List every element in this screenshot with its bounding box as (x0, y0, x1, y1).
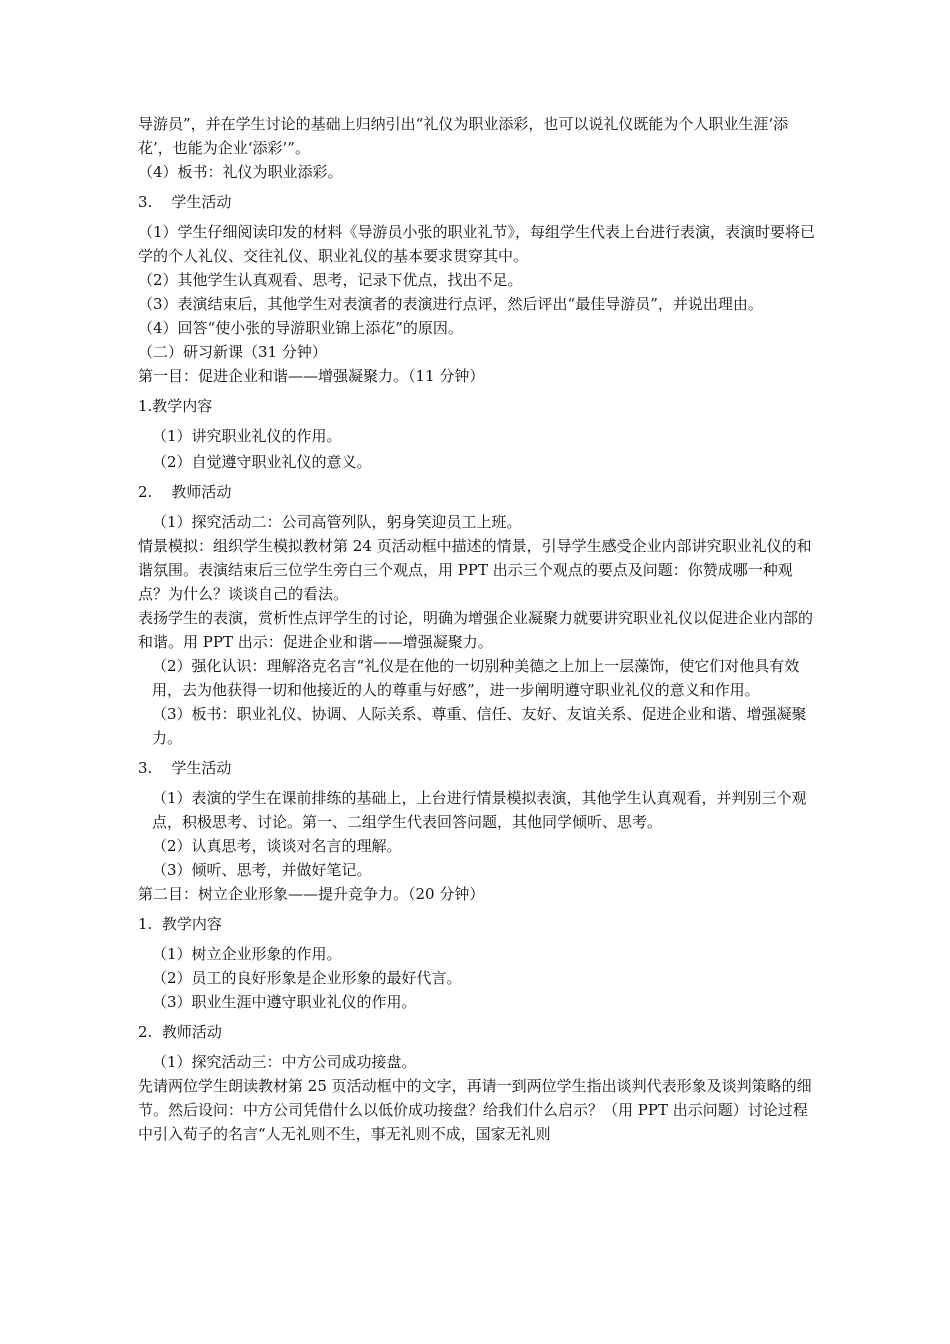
text-line: （1）学生仔细阅读印发的材料《导游员小张的职业礼节》，每组学生代表上台进行表演，表演时要将已学的个人礼仪、交往礼仪、职业礼仪的基本要求贯穿其中。 (138, 223, 816, 265)
list-item: （2）认真思考，谈谈对名言的理解。 (152, 837, 402, 855)
document-page (138, 112, 818, 1146)
list-item: （1）树立企业形象的作用。 (152, 945, 342, 963)
section-heading: 第二目：树立企业形象——提升竞争力。（20 分钟） (138, 885, 485, 903)
text-paragraph: 先请两位学生朗读教材第 25 页活动框中的文字，再请一到两位学生指出谈判代表形象及谈判策略的细节。然后设问：中方公司凭借什么以低价成功接盘？给我们什么启示？（用 PPT 出示问题）讨论过程中引入荀子的名言“人无礼则不生，事无礼则不成，国家无礼则 (138, 1077, 812, 1143)
section-heading: 3. 学生活动 (138, 193, 232, 211)
list-item: （1）表演的学生在课前排练的基础上，上台进行情景模拟表演，其他学生认真观看，并判别三个观点，积极思考、讨论。第一、二组学生代表回答问题，其他同学倾听、思考。 (152, 789, 807, 831)
text-paragraph: 情景模拟：组织学生模拟教材第 24 页活动框中描述的情景，引导学生感受企业内部讲究职业礼仪的和谐氛围。表演结束后三位学生旁白三个观点，用 PPT 出示三个观点的要点及问题：你赞成哪一种观点？为什么？谈谈自己的看法。 (138, 537, 812, 603)
section-heading: 1.教学内容 (138, 397, 213, 415)
list-item: （1）讲究职业礼仪的作用。 (152, 427, 342, 445)
section-heading: 第一目：促进企业和谐——增强凝聚力。（11 分钟） (138, 367, 485, 385)
text-line: （4）回答“使小张的导游职业锦上添花”的原因。 (138, 319, 463, 337)
section-heading: 2. 教师活动 (138, 483, 232, 501)
list-item: （3）板书：职业礼仪、协调、人际关系、尊重、信任、友好、友谊关系、促进企业和谐、增强凝聚力。 (152, 705, 807, 747)
section-heading: 2. 教师活动 (138, 1023, 222, 1041)
text-paragraph: 表扬学生的表演，赏析性点评学生的讨论，明确为增强企业凝聚力就要讲究职业礼仪以促进企业内部的和谐。用 PPT 出示：促进企业和谐——增强凝聚力。 (138, 609, 814, 651)
list-item: （3）职业生涯中遵守职业礼仪的作用。 (152, 993, 417, 1011)
list-item: （3）倾听、思考，并做好笔记。 (152, 861, 372, 879)
section-heading: 1. 教学内容 (138, 915, 222, 933)
text-line: （2）其他学生认真观看、思考，记录下优点，找出不足。 (138, 271, 523, 289)
list-item: （2）强化认识：理解洛克名言“礼仪是在他的一切别种美德之上加上一层藻饰，使它们对他具有效用，去为他获得一切和他接近的人的尊重与好感”，进一步阐明遵守职业礼仪的意义和作用。 (152, 657, 800, 699)
list-item: （2）员工的良好形象是企业形象的最好代言。 (152, 969, 462, 987)
list-item: （2）自觉遵守职业礼仪的意义。 (152, 453, 372, 471)
text-line: （3）表演结束后，其他学生对表演者的表演进行点评，然后评出“最佳导游员”，并说出理由。 (138, 295, 763, 313)
section-heading: （二）研习新课（31 分钟） (138, 343, 327, 361)
list-item: （1）探究活动三：中方公司成功接盘。 (152, 1053, 417, 1071)
text-line: （4）板书：礼仪为职业添彩。 (138, 163, 343, 181)
text-line: 导游员”，并在学生讨论的基础上归纳引出“礼仪为职业添彩，也可以说礼仪既能为个人职业生涯‘添花’，也能为企业‘添彩’”。 (138, 115, 789, 157)
section-heading: 3. 学生活动 (138, 759, 232, 777)
list-item: （1）探究活动二：公司高管列队，躬身笑迎员工上班。 (152, 513, 522, 531)
